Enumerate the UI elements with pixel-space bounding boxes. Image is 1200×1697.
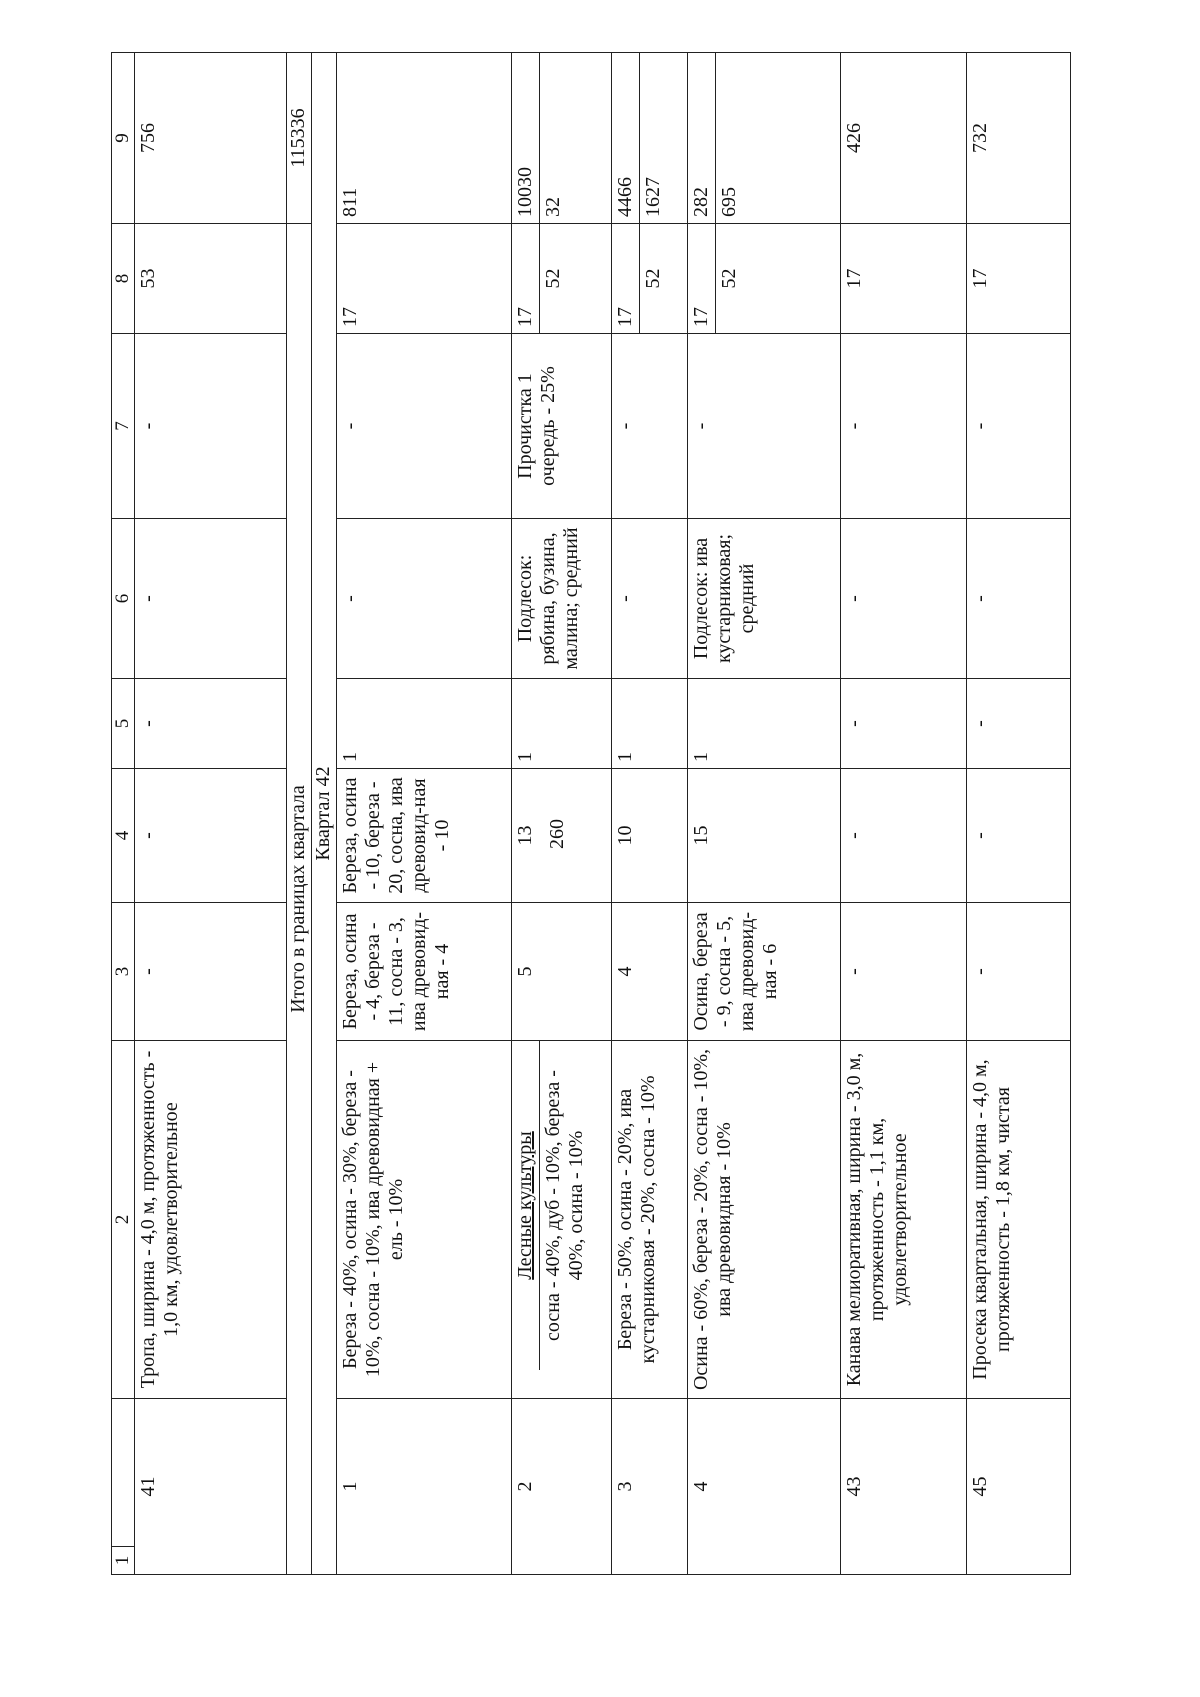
cell-3-6: - bbox=[612, 519, 688, 679]
cell-41-6: - bbox=[135, 519, 287, 679]
header-cell-9: 9 bbox=[112, 53, 135, 224]
cell-3-8a: 17 bbox=[614, 307, 636, 327]
cell-3-2: Береза - 50%, осина - 20%, ива кустарниковая - 20%, сосна - 10% bbox=[612, 1041, 688, 1399]
cell-4-1: 4 bbox=[688, 1399, 841, 1575]
cell-3-9b: 1627 bbox=[639, 53, 667, 223]
cell-4-3: Осина, береза - 9, сосна - 5, ива древовид-ная - 6 bbox=[688, 903, 841, 1041]
cell-4-4: 15 bbox=[688, 769, 841, 903]
header-row bbox=[112, 53, 135, 1575]
header-cell-8: 8 bbox=[112, 224, 135, 334]
header-cell-3: 3 bbox=[112, 903, 135, 1041]
header-cell-5: 5 bbox=[112, 679, 135, 769]
cell-45-4: - bbox=[967, 769, 1071, 903]
cell-2-4: 13 bbox=[512, 769, 612, 903]
cell-3-1: 3 bbox=[612, 1399, 688, 1575]
cell-41-7: - bbox=[135, 334, 287, 519]
cell-41-5: - bbox=[135, 679, 287, 769]
cell-3-8b: 52 bbox=[639, 224, 667, 333]
kvartal-row bbox=[312, 53, 337, 1575]
cell-2-9 bbox=[512, 53, 612, 224]
cell-3-9a: 4466 bbox=[614, 177, 636, 217]
cell-1-7: - bbox=[337, 334, 512, 519]
cell-43-7: - bbox=[841, 334, 967, 519]
cell-4-9b: 695 bbox=[715, 53, 743, 223]
forest-culture-body: сосна - 40%, дуб - 10%, береза - 40%, осина - 10% bbox=[539, 1041, 590, 1370]
cell-2-3: 5 bbox=[512, 903, 612, 1041]
cell-3-5: 1 bbox=[612, 679, 688, 769]
cell-4-5: 1 bbox=[688, 679, 841, 769]
cell-2-9b: 32 bbox=[539, 53, 567, 223]
cell-41-8: 53 bbox=[135, 224, 287, 334]
cell-43-2: Канава мелиоративная, ширина - 3,0 м, протяженность - 1,1 км, удовлетворительное bbox=[841, 1041, 967, 1399]
cell-3-7: - bbox=[612, 334, 688, 519]
cell-4-7: - bbox=[688, 334, 841, 519]
cell-2-1: 2 bbox=[512, 1399, 612, 1575]
header-cell-7: 7 bbox=[112, 334, 135, 519]
cell-1-1: 1 bbox=[337, 1399, 512, 1575]
cell-4-6: Подлесок: ива кустарниковая; средний bbox=[688, 519, 841, 679]
cell-3-8 bbox=[612, 224, 688, 334]
cell-45-3: - bbox=[967, 903, 1071, 1041]
total-value: 115336 bbox=[287, 53, 312, 224]
page-number: 260 bbox=[546, 819, 568, 849]
kvartal-title: Квартал 42 bbox=[312, 53, 337, 1575]
cell-1-6: - bbox=[337, 519, 512, 679]
cell-43-3: - bbox=[841, 903, 967, 1041]
cell-1-9: 811 bbox=[337, 53, 512, 224]
table-row-45 bbox=[967, 53, 1071, 1575]
header-cell-4: 4 bbox=[112, 769, 135, 903]
cell-4-9 bbox=[688, 53, 841, 224]
header-cell-6: 6 bbox=[112, 519, 135, 679]
cell-3-3: 4 bbox=[612, 903, 688, 1041]
cell-43-4: - bbox=[841, 769, 967, 903]
cell-3-9 bbox=[612, 53, 688, 224]
cell-43-9: 426 bbox=[841, 53, 967, 224]
cell-2-7: Прочистка 1 очередь - 25% bbox=[512, 334, 612, 519]
cell-45-9: 732 bbox=[967, 53, 1071, 224]
forest-culture-title: Лесные культуры bbox=[514, 1131, 536, 1280]
cell-45-6: - bbox=[967, 519, 1071, 679]
cell-45-7: - bbox=[967, 334, 1071, 519]
cell-1-5: 1 bbox=[337, 679, 512, 769]
header-cell-2: 2 bbox=[112, 1041, 135, 1399]
cell-4-8 bbox=[688, 224, 841, 334]
cell-45-8: 17 bbox=[967, 224, 1071, 334]
forest-table bbox=[111, 52, 1071, 1575]
rotated-table-wrap bbox=[111, 53, 1071, 1575]
cell-1-2: Береза - 40%, осина - 30%, береза - 10%, сосна - 10%, ива древовидная + ель - 10% bbox=[337, 1041, 512, 1399]
table-row-4 bbox=[688, 53, 841, 1575]
cell-2-6: Подлесок: рябина, бузина, малина; средний bbox=[512, 519, 612, 679]
cell-41-2: Тропа, ширина - 4,0 м, протяженность - 1,0 км, удовлетворительное bbox=[135, 1041, 287, 1399]
cell-41-9: 756 bbox=[135, 53, 287, 224]
cell-1-4: Береза, осина - 10, береза - 20, сосна, ива древовид-ная - 10 bbox=[337, 769, 512, 903]
cell-4-2: Осина - 60%, береза - 20%, сосна - 10%, ива древовидная - 10% bbox=[688, 1041, 841, 1399]
header-cell-1: 1 bbox=[112, 1547, 135, 1575]
total-label: Итого в границах квартала bbox=[287, 224, 312, 1575]
total-row bbox=[287, 53, 312, 1575]
cell-2-5: 1 bbox=[512, 679, 612, 769]
cell-1-3: Береза, осина - 4, береза - 11, сосна - 3, ива древовид-ная - 4 bbox=[337, 903, 512, 1041]
cell-2-9a: 10030 bbox=[514, 167, 536, 217]
cell-4-9a: 282 bbox=[690, 187, 712, 217]
cell-4-8b: 52 bbox=[715, 224, 743, 333]
cell-43-5: - bbox=[841, 679, 967, 769]
cell-43-8: 17 bbox=[841, 224, 967, 334]
cell-2-8a: 17 bbox=[514, 307, 536, 327]
cell-1-8: 17 bbox=[337, 224, 512, 334]
header-cell-1-spacer bbox=[112, 1399, 135, 1547]
cell-45-2: Просека квартальная, ширина - 4,0 м, протяженность - 1,8 км, чистая bbox=[967, 1041, 1071, 1399]
cell-41-3: - bbox=[135, 903, 287, 1041]
table-row-1 bbox=[337, 53, 512, 1575]
cell-41-4: - bbox=[135, 769, 287, 903]
cell-4-8a: 17 bbox=[690, 307, 712, 327]
cell-3-4: 10 bbox=[612, 769, 688, 903]
cell-45-1: 45 bbox=[967, 1399, 1071, 1575]
cell-43-1: 43 bbox=[841, 1399, 967, 1575]
cell-41-1: 41 bbox=[135, 1399, 287, 1575]
cell-43-6: - bbox=[841, 519, 967, 679]
cell-45-5: - bbox=[967, 679, 1071, 769]
table-row-41 bbox=[135, 53, 287, 1575]
table-row-2 bbox=[512, 53, 612, 1575]
cell-2-8 bbox=[512, 224, 612, 334]
cell-2-8b: 52 bbox=[539, 224, 567, 333]
table-row-3 bbox=[612, 53, 688, 1575]
cell-2-2 bbox=[512, 1041, 612, 1399]
table-row-43 bbox=[841, 53, 967, 1575]
